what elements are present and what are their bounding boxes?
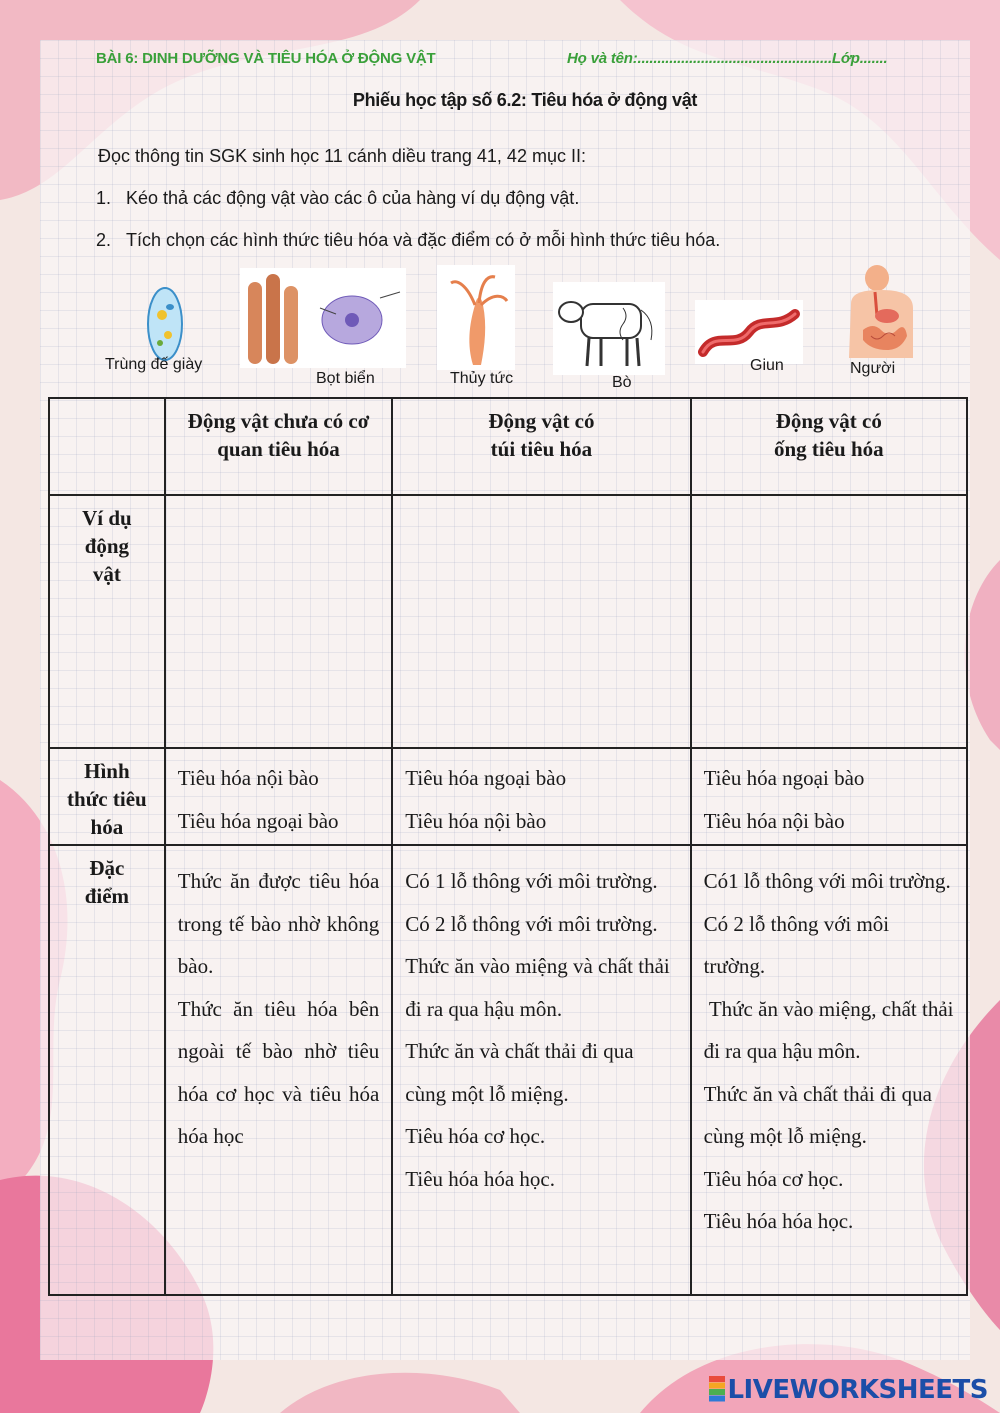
intro-text: Đọc thông tin SGK sinh học 11 cánh diều trang 41, 42 mục II: [98, 146, 586, 166]
option-checkbox[interactable]: Tiêu hóa ngoại bào [405, 766, 567, 790]
option-checkbox[interactable]: Thức ăn vào miệng, chất thải đi ra qua hậu môn. [703, 996, 959, 1063]
option-checkbox[interactable]: Tiêu hóa hóa học. [405, 1166, 555, 1191]
column-header-line: túi tiêu hóa [490, 437, 593, 461]
column-header-line: Động vật có [488, 409, 595, 433]
label-sponge: Bọt biển [316, 370, 375, 387]
label-cow: Bò [612, 374, 632, 391]
column-header-no-organ [165, 398, 393, 495]
option-checkbox[interactable]: Thức ăn và chất thải đi qua cùng một lỗ miệng. [703, 1081, 932, 1148]
column-header-line: ống tiêu hóa [773, 437, 884, 461]
drop-zone-digestive-tube[interactable] [691, 495, 967, 748]
row-label-line: động [84, 534, 130, 558]
row-label-line: Ví dụ [82, 506, 132, 530]
features-cell-no-organ [165, 845, 393, 1295]
animal-hydra[interactable] [437, 265, 515, 370]
label-paramecium: Trùng đế giày [105, 356, 203, 373]
liveworksheets-badge-icon [709, 1376, 725, 1402]
instruction-text: Kéo thả các động vật vào các ô của hàng ví dụ động vật. [126, 188, 580, 208]
column-header-digestive-tube [691, 398, 967, 495]
option-checkbox[interactable]: Thức ăn và chất thải đi qua cùng một lỗ miệng. [405, 1039, 634, 1106]
option-checkbox[interactable]: Tiêu hóa cơ học. [703, 1166, 844, 1191]
examples-row [49, 495, 967, 748]
animal-human[interactable] [841, 264, 921, 358]
column-header-digestive-sac [392, 398, 690, 495]
option-checkbox[interactable]: Tiêu hóa ngoại bào [703, 766, 865, 790]
forms-cell-no-organ [165, 748, 393, 845]
row-label-features [49, 845, 165, 1295]
option-checkbox[interactable]: Có 1 lỗ thông với môi trường. [405, 869, 658, 893]
column-header-line: Động vật chưa có cơ [187, 409, 370, 433]
forms-row [49, 748, 967, 845]
label-worm: Giun [750, 357, 784, 374]
instruction-number: 1. [96, 188, 112, 208]
lesson-title: BÀI 6: DINH DƯỠNG VÀ TIÊU HÓA Ở ĐỘNG VẬT [96, 50, 436, 67]
human-digestive-image [841, 264, 921, 358]
option-checkbox[interactable]: Thức ăn được tiêu hóa trong tế bào nhờ không bào. [177, 869, 380, 978]
row-label-forms [49, 748, 165, 845]
features-row [49, 845, 967, 1295]
option-checkbox[interactable]: Tiêu hóa nội bào [405, 808, 547, 833]
option-checkbox[interactable]: Thức ăn tiêu hóa bên ngoài tế bào nhờ tiêu hóa cơ học và tiêu hóa hóa học [177, 996, 380, 1148]
worksheet-title: Phiếu học tập số 6.2: Tiêu hóa ở động vật [352, 90, 698, 110]
label-human: Người [850, 360, 896, 377]
features-cell-digestive-sac [392, 845, 690, 1295]
option-checkbox[interactable]: Tiêu hóa cơ học. [405, 1124, 546, 1148]
option-checkbox[interactable]: Có 2 lỗ thông với môi trường. [703, 911, 890, 978]
option-checkbox[interactable]: Tiêu hóa ngoại bào [177, 808, 339, 833]
option-checkbox[interactable]: Tiêu hóa hóa học. [703, 1209, 854, 1233]
row-label-line: thức tiêu [67, 787, 147, 811]
row-label-line: Đặc [89, 856, 125, 880]
animal-sponge[interactable] [240, 268, 406, 368]
option-checkbox[interactable]: Tiêu hóa nội bào [703, 808, 845, 833]
animal-paramecium[interactable] [140, 285, 190, 363]
features-cell-digestive-tube [691, 845, 967, 1295]
option-checkbox[interactable]: Thức ăn vào miệng và chất thải đi ra qua hậu môn. [405, 954, 670, 1021]
row-label-line: vật [92, 562, 121, 586]
hydra-image [437, 265, 515, 370]
label-hydra: Thủy tức [450, 370, 514, 387]
sponge-image [240, 268, 406, 368]
liveworksheets-logo [709, 1375, 988, 1405]
liveworksheets-wordmark: LIVEWORKSHEETS [727, 1375, 988, 1405]
table-header-row [49, 398, 967, 495]
corner-cell [49, 398, 165, 495]
instruction-number: 2. [96, 230, 112, 250]
student-name-class-line: Họ và tên:.................................................Lớp....... [567, 50, 888, 67]
row-label-line: hóa [90, 815, 124, 839]
paramecium-image [140, 285, 190, 363]
option-checkbox[interactable]: Có1 lỗ thông với môi trường. [703, 869, 951, 893]
animal-cow[interactable] [553, 282, 665, 375]
drop-zone-digestive-sac[interactable] [392, 495, 690, 748]
instruction-2 [96, 230, 720, 251]
forms-cell-digestive-sac [392, 748, 690, 845]
row-label-line: điểm [84, 884, 130, 908]
instruction-text: Tích chọn các hình thức tiêu hóa và đặc điểm có ở mỗi hình thức tiêu hóa. [126, 230, 721, 250]
instruction-1 [96, 188, 579, 209]
cow-image [553, 282, 665, 375]
row-label-line: Hình [84, 759, 130, 783]
forms-cell-digestive-tube [691, 748, 967, 845]
drop-zone-no-organ[interactable] [165, 495, 393, 748]
option-checkbox[interactable]: Tiêu hóa nội bào [177, 766, 319, 790]
column-header-line: quan tiêu hóa [217, 437, 340, 461]
row-label-examples [49, 495, 165, 748]
animal-worm[interactable] [695, 300, 803, 364]
column-header-line: Động vật có [775, 409, 882, 433]
option-checkbox[interactable]: Có 2 lỗ thông với môi trường. [405, 911, 658, 936]
worm-image [695, 300, 803, 364]
digestion-table [48, 397, 968, 1296]
